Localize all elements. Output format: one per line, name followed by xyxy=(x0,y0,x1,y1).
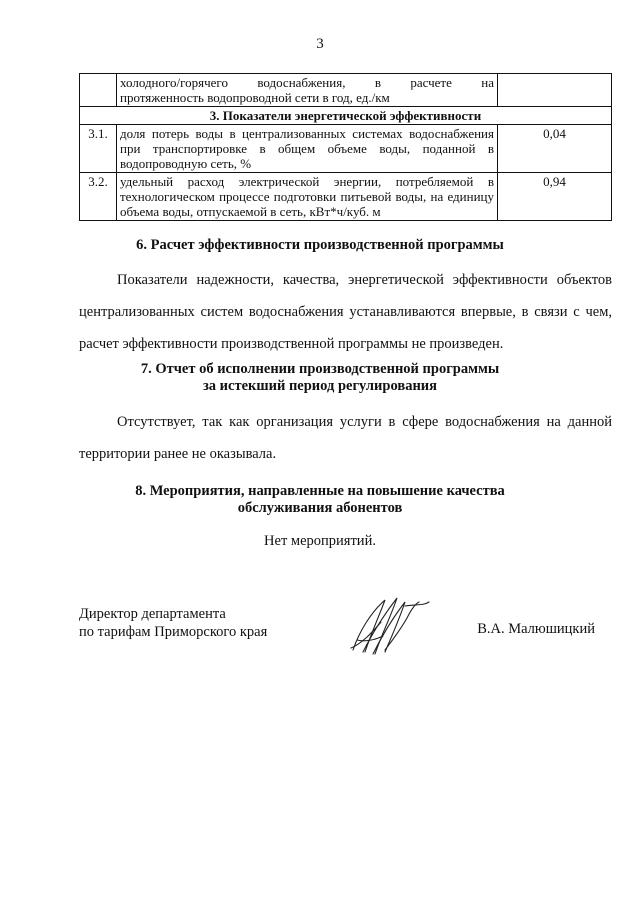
row-description xyxy=(117,74,498,107)
signature-icon xyxy=(345,592,435,662)
row-value: 0,04 xyxy=(498,125,612,173)
row-value: 0,94 xyxy=(498,173,612,221)
section-8-heading-line: 8. Мероприятия, направленные на повышение качества xyxy=(135,483,505,499)
position-line: Директор департамента xyxy=(79,606,226,622)
page-number: 3 xyxy=(316,36,324,52)
row-number: 3.2. xyxy=(80,173,117,221)
row-description: доля потерь воды в централизованных системах водоснабжения при транспортировке в общем объеме воды, поданной в водопроводную сеть, % xyxy=(117,125,498,173)
row-number: 3.1. xyxy=(80,125,117,173)
section-8-heading-line: обслуживания абонентов xyxy=(237,500,403,516)
section-6-text xyxy=(79,264,612,360)
table-row xyxy=(80,173,612,221)
table-row xyxy=(80,74,612,107)
row-description: удельный расход электрической энергии, потребляемой в технологическом процессе подготовки питьевой воды, на единицу объема воды, отпускаемой в сеть, кВт*ч/куб. м xyxy=(117,173,498,221)
section-title: 3. Показатели энергетической эффективности xyxy=(80,107,612,125)
section-6-heading: 6. Расчет эффективности производственной программы xyxy=(136,237,504,253)
handwritten-signature xyxy=(345,592,435,667)
section-7-paragraph: Отсутствует, так как организация услуги в сфере водоснабжения на данной территории ранее не оказывала. xyxy=(79,414,612,462)
section-7-heading-line: 7. Отчет об исполнении производственной программы xyxy=(140,361,500,377)
indicators-table xyxy=(79,73,612,221)
section-7-heading xyxy=(0,361,640,395)
row-description-line: протяженность водопроводной сети в год, ед./км xyxy=(120,90,390,105)
row-number xyxy=(80,74,117,107)
signatory-name: В.А. Малюшицкий xyxy=(477,621,595,637)
section-6-paragraph: Показатели надежности, качества, энергетической эффективности объектов централизованных систем водоснабжения устанавливаются впервые, в связи с чем, расчет эффективности производственной программы не произведен. xyxy=(79,272,612,352)
section-7-heading-line: за истекший период регулирования xyxy=(202,378,438,394)
section-8-text: Нет мероприятий. xyxy=(264,533,376,549)
section-8-heading xyxy=(0,483,640,517)
section-7-text xyxy=(79,406,612,470)
table-section-row xyxy=(80,107,612,125)
signatory-position xyxy=(79,605,267,641)
table-row xyxy=(80,125,612,173)
row-value xyxy=(498,74,612,107)
position-line: по тарифам Приморского края xyxy=(79,624,268,640)
row-description-line: холодного/горячего водоснабжения, в расчете на xyxy=(120,75,494,90)
